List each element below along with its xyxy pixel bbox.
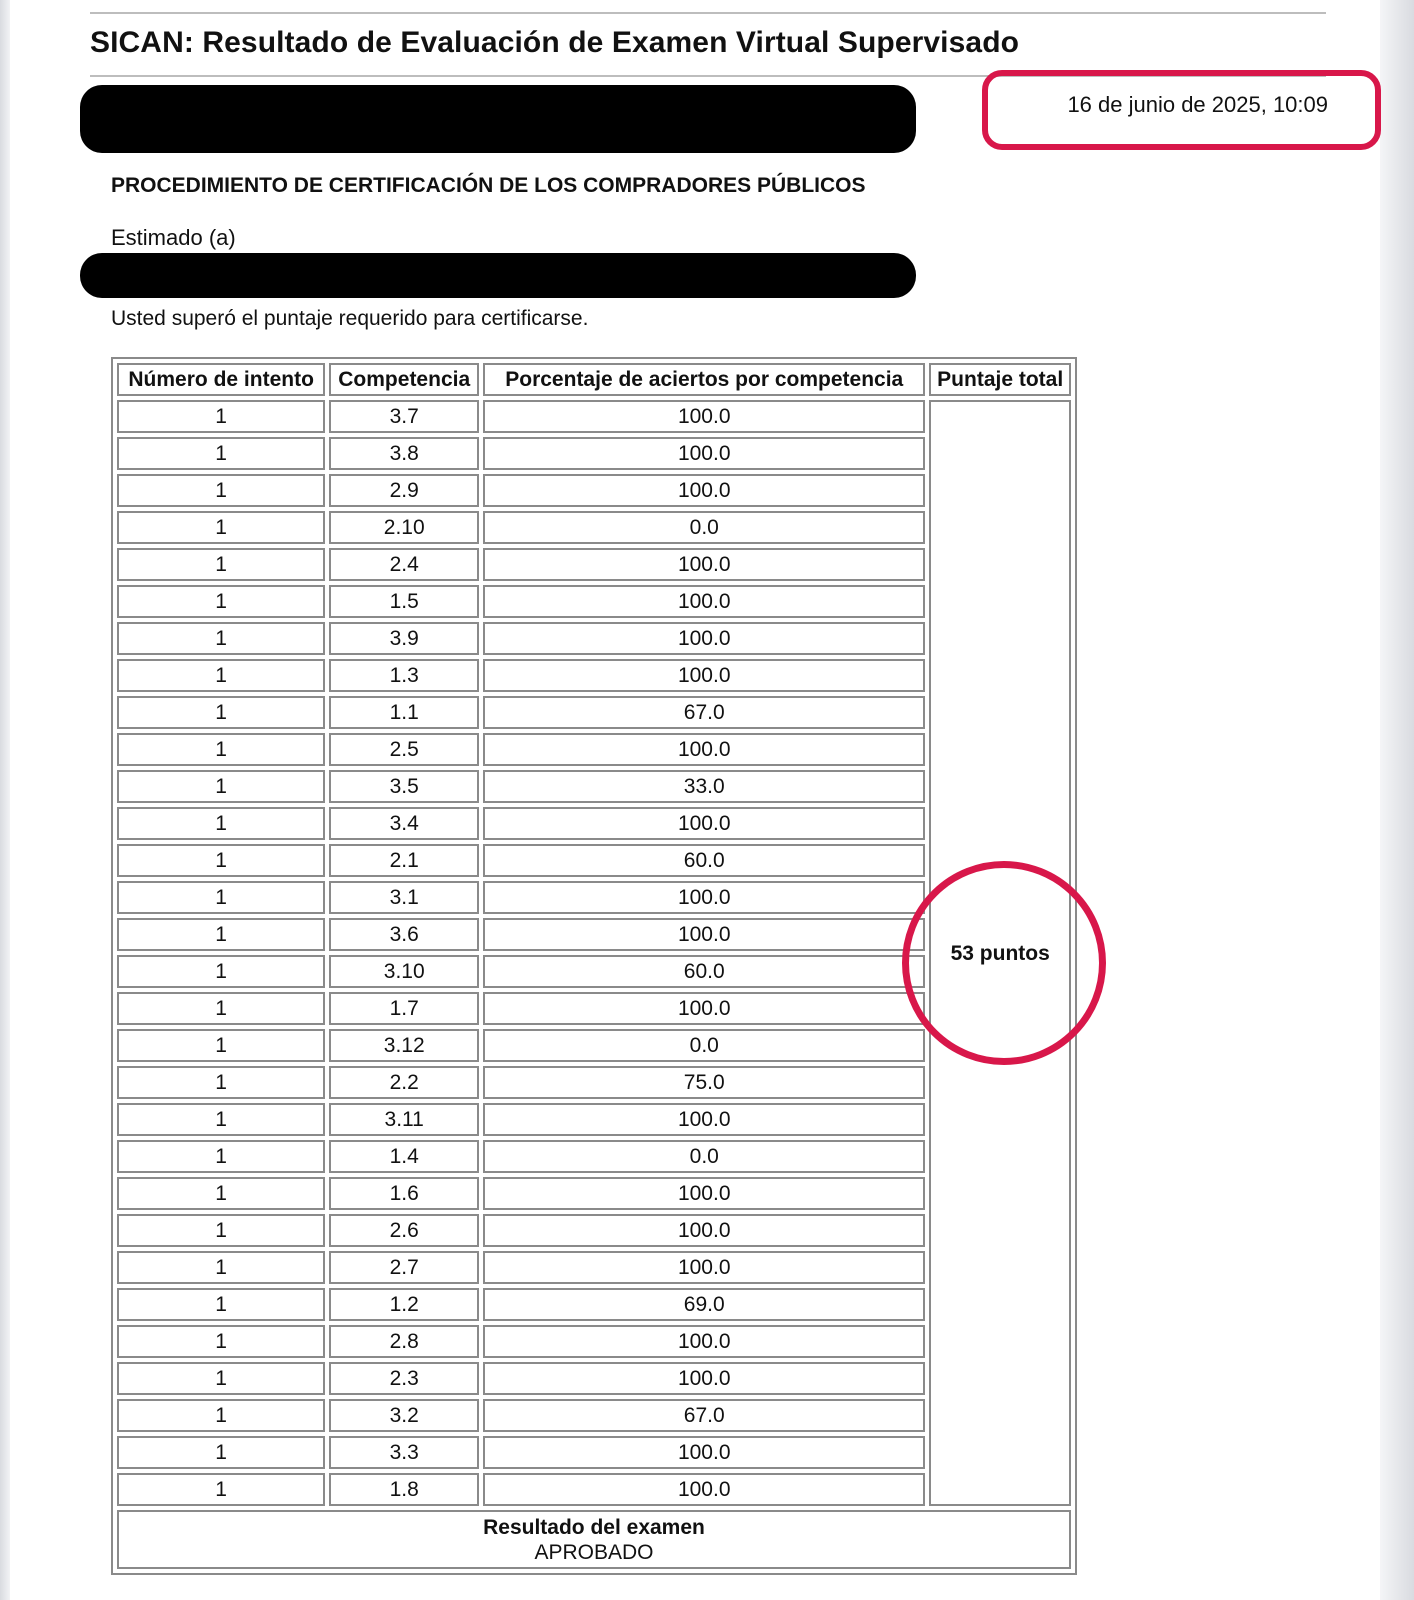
table-row — [117, 1362, 1071, 1395]
page-title: SICAN: Resultado de Evaluación de Examen Virtual Supervisado — [90, 26, 1020, 59]
competence-cell: 2.3 — [329, 1362, 479, 1395]
exam-result-row — [117, 1510, 1071, 1569]
table-row — [117, 1029, 1071, 1062]
table-header-row — [117, 363, 1071, 396]
attempt-number-cell: 1 — [117, 918, 325, 951]
competence-cell: 3.9 — [329, 622, 479, 655]
header-rule-top — [90, 12, 1326, 14]
table-row — [117, 1103, 1071, 1136]
competence-cell: 1.8 — [329, 1473, 479, 1506]
table-row — [117, 437, 1071, 470]
percent-correct-cell: 100.0 — [483, 548, 925, 581]
competence-cell: 2.8 — [329, 1325, 479, 1358]
table-row — [117, 733, 1071, 766]
attempt-number-cell: 1 — [117, 511, 325, 544]
percent-correct-cell: 100.0 — [483, 1325, 925, 1358]
attempt-number-cell: 1 — [117, 1029, 325, 1062]
percent-correct-cell: 60.0 — [483, 844, 925, 877]
attempt-number-cell: 1 — [117, 1140, 325, 1173]
competence-cell: 1.7 — [329, 992, 479, 1025]
percent-correct-cell: 0.0 — [483, 511, 925, 544]
table-row — [117, 585, 1071, 618]
attempt-number-cell: 1 — [117, 1325, 325, 1358]
redacted-recipient-name — [80, 253, 916, 298]
percent-correct-cell: 100.0 — [483, 1251, 925, 1284]
percent-correct-cell: 69.0 — [483, 1288, 925, 1321]
competence-cell: 3.5 — [329, 770, 479, 803]
attempt-number-cell: 1 — [117, 1214, 325, 1247]
table-row — [117, 1436, 1071, 1469]
table-row — [117, 807, 1071, 840]
attempt-number-cell: 1 — [117, 1251, 325, 1284]
attempt-number-cell: 1 — [117, 770, 325, 803]
attempt-number-cell: 1 — [117, 474, 325, 507]
attempt-number-cell: 1 — [117, 696, 325, 729]
competence-cell: 1.2 — [329, 1288, 479, 1321]
percent-correct-cell: 100.0 — [483, 881, 925, 914]
table-row — [117, 1399, 1071, 1432]
competence-cell: 3.10 — [329, 955, 479, 988]
report-datetime: 16 de junio de 2025, 10:09 — [1067, 92, 1328, 117]
table-row — [117, 1251, 1071, 1284]
table-row — [117, 1473, 1071, 1506]
percent-correct-cell: 100.0 — [483, 585, 925, 618]
percent-correct-cell: 67.0 — [483, 1399, 925, 1432]
redacted-block-header — [80, 85, 916, 153]
percent-correct-cell: 0.0 — [483, 1140, 925, 1173]
attempt-number-cell: 1 — [117, 844, 325, 877]
competence-cell: 3.3 — [329, 1436, 479, 1469]
attempt-number-cell: 1 — [117, 733, 325, 766]
greeting-text: Estimado (a) — [111, 225, 236, 250]
table-row — [117, 622, 1071, 655]
exam-result-value: APROBADO — [534, 1540, 654, 1564]
table-row — [117, 1325, 1071, 1358]
competence-cell: 3.12 — [329, 1029, 479, 1062]
percent-correct-cell: 0.0 — [483, 1029, 925, 1062]
attempt-number-cell: 1 — [117, 1473, 325, 1506]
percent-correct-cell: 100.0 — [483, 1362, 925, 1395]
competence-cell: 2.2 — [329, 1066, 479, 1099]
header-competence: Competencia — [329, 363, 479, 396]
attempt-number-cell: 1 — [117, 1399, 325, 1432]
competence-cell: 3.8 — [329, 437, 479, 470]
exam-result-label: Resultado del examen — [483, 1515, 705, 1539]
percent-correct-cell: 100.0 — [483, 807, 925, 840]
datetime-highlight-box — [982, 70, 1381, 150]
percent-correct-cell: 100.0 — [483, 1473, 925, 1506]
percent-correct-cell: 33.0 — [483, 770, 925, 803]
result-message: Usted superó el puntaje requerido para certificarse. — [111, 307, 589, 330]
competence-cell: 2.5 — [329, 733, 479, 766]
table-row — [117, 400, 1071, 433]
competence-cell: 2.7 — [329, 1251, 479, 1284]
attempt-number-cell: 1 — [117, 881, 325, 914]
competence-cell: 3.1 — [329, 881, 479, 914]
competence-cell: 3.6 — [329, 918, 479, 951]
attempt-number-cell: 1 — [117, 1177, 325, 1210]
table-row — [117, 1140, 1071, 1173]
percent-correct-cell: 100.0 — [483, 1103, 925, 1136]
percent-correct-cell: 100.0 — [483, 437, 925, 470]
table-row — [117, 659, 1071, 692]
exam-result-cell — [117, 1510, 1071, 1569]
attempt-number-cell: 1 — [117, 955, 325, 988]
percent-correct-cell: 100.0 — [483, 622, 925, 655]
attempt-number-cell: 1 — [117, 622, 325, 655]
competence-cell: 2.6 — [329, 1214, 479, 1247]
percent-correct-cell: 60.0 — [483, 955, 925, 988]
table-row — [117, 696, 1071, 729]
percent-correct-cell: 100.0 — [483, 992, 925, 1025]
percent-correct-cell: 100.0 — [483, 400, 925, 433]
table-row — [117, 511, 1071, 544]
page-edge-left — [0, 0, 10, 1600]
attempt-number-cell: 1 — [117, 1103, 325, 1136]
competence-cell: 2.4 — [329, 548, 479, 581]
header-attempt-number: Número de intento — [117, 363, 325, 396]
attempt-number-cell: 1 — [117, 1066, 325, 1099]
attempt-number-cell: 1 — [117, 992, 325, 1025]
attempt-number-cell: 1 — [117, 807, 325, 840]
competence-cell: 1.3 — [329, 659, 479, 692]
table-row — [117, 1214, 1071, 1247]
percent-correct-cell: 100.0 — [483, 733, 925, 766]
attempt-number-cell: 1 — [117, 585, 325, 618]
percent-correct-cell: 67.0 — [483, 696, 925, 729]
competence-cell: 1.5 — [329, 585, 479, 618]
percent-correct-cell: 100.0 — [483, 474, 925, 507]
table-row — [117, 1288, 1071, 1321]
attempt-number-cell: 1 — [117, 548, 325, 581]
attempt-number-cell: 1 — [117, 1288, 325, 1321]
table-row — [117, 474, 1071, 507]
competence-cell: 2.10 — [329, 511, 479, 544]
percent-correct-cell: 100.0 — [483, 1436, 925, 1469]
competence-cell: 2.9 — [329, 474, 479, 507]
percent-correct-cell: 75.0 — [483, 1066, 925, 1099]
percent-correct-cell: 100.0 — [483, 1214, 925, 1247]
attempt-number-cell: 1 — [117, 1436, 325, 1469]
percent-correct-cell: 100.0 — [483, 659, 925, 692]
table-row — [117, 844, 1071, 877]
competence-cell: 1.1 — [329, 696, 479, 729]
header-percent-correct: Porcentaje de aciertos por competencia — [483, 363, 925, 396]
score-highlight-circle — [902, 861, 1106, 1065]
attempt-number-cell: 1 — [117, 437, 325, 470]
table-row — [117, 770, 1071, 803]
attempt-number-cell: 1 — [117, 400, 325, 433]
header-total-score: Puntaje total — [929, 363, 1071, 396]
total-score-cell: 53 puntos — [929, 400, 1071, 1506]
attempt-number-cell: 1 — [117, 659, 325, 692]
competence-cell: 1.4 — [329, 1140, 479, 1173]
attempt-number-cell: 1 — [117, 1362, 325, 1395]
competence-cell: 2.1 — [329, 844, 479, 877]
procedure-heading: PROCEDIMIENTO DE CERTIFICACIÓN DE LOS COMPRADORES PÚBLICOS — [111, 174, 866, 197]
competence-cell: 3.11 — [329, 1103, 479, 1136]
table-row — [117, 1177, 1071, 1210]
percent-correct-cell: 100.0 — [483, 918, 925, 951]
table-row — [117, 1066, 1071, 1099]
percent-correct-cell: 100.0 — [483, 1177, 925, 1210]
table-row — [117, 548, 1071, 581]
competence-cell: 3.7 — [329, 400, 479, 433]
page-edge-right — [1380, 0, 1414, 1600]
competence-cell: 1.6 — [329, 1177, 479, 1210]
competence-cell: 3.2 — [329, 1399, 479, 1432]
competence-cell: 3.4 — [329, 807, 479, 840]
